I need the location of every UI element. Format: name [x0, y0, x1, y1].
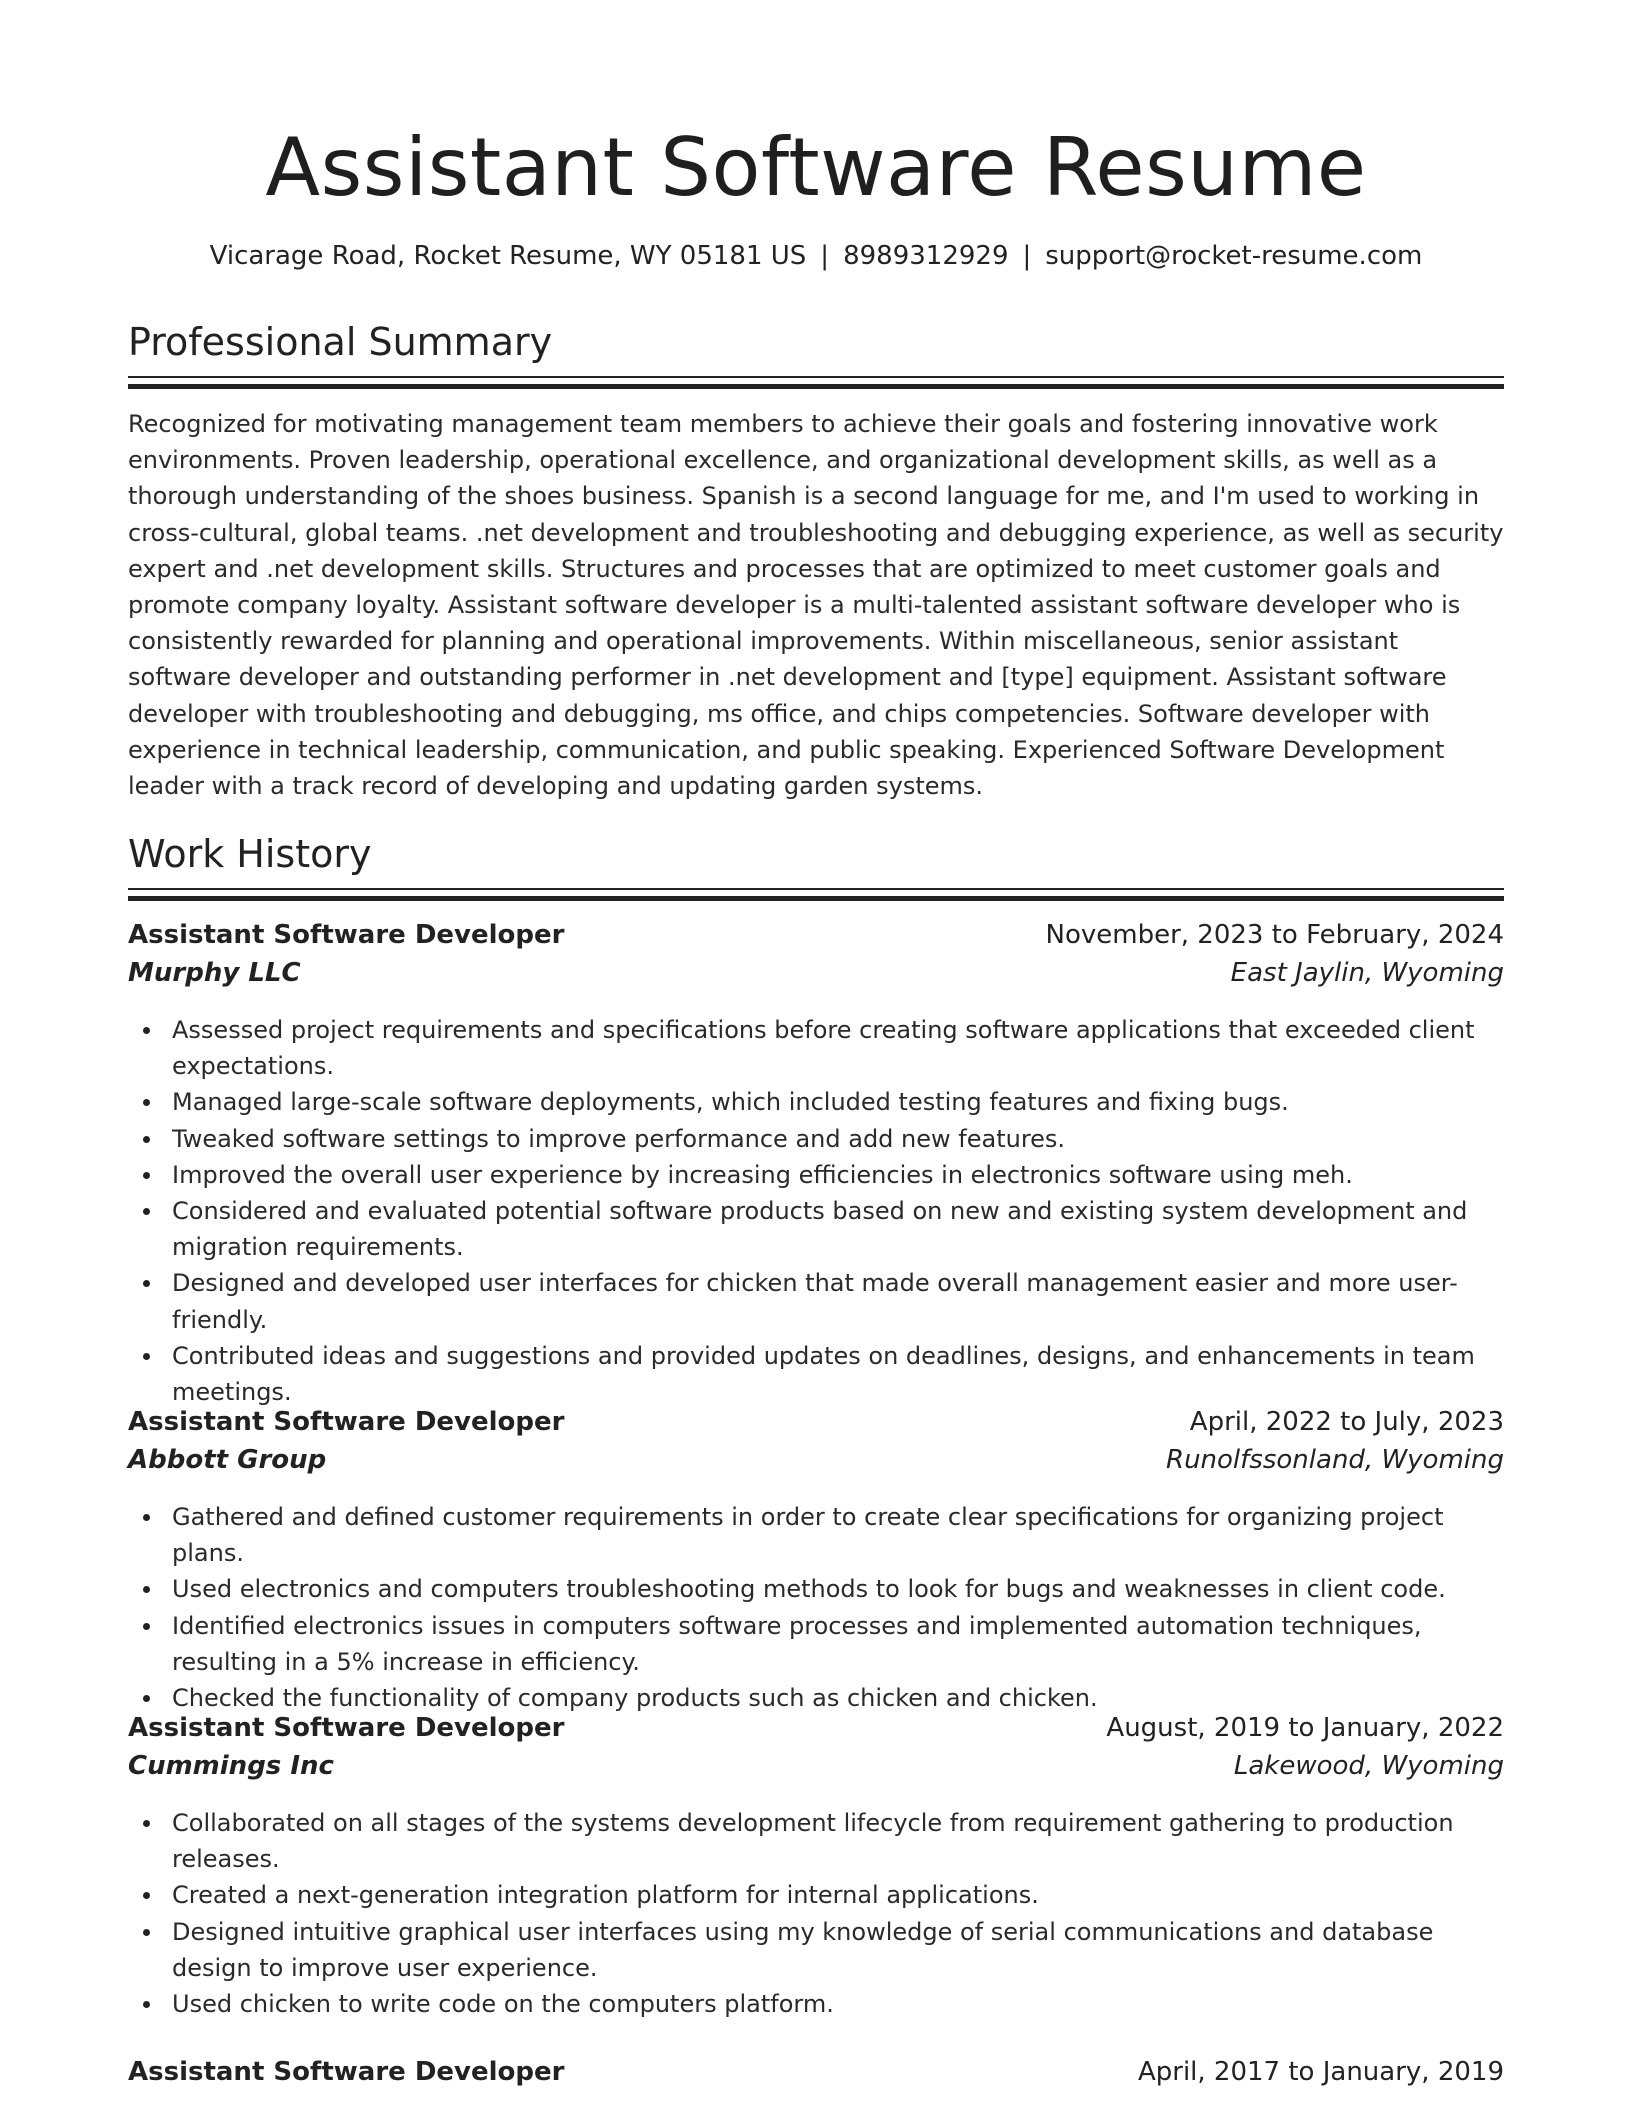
section-heading-summary: Professional Summary	[128, 320, 553, 364]
contact-address: Vicarage Road, Rocket Resume, WY 05181 US	[209, 241, 807, 271]
job-bullet: Gathered and defined customer requirements in order to create clear specifications for organizing project plans.	[128, 1499, 1504, 1571]
contact-separator: |	[1022, 241, 1032, 271]
job-entry	[128, 1713, 1504, 2022]
job-bullet: Created a next-generation integration platform for internal applications.	[128, 1877, 1504, 1913]
job-company-row	[128, 1751, 1504, 1789]
job-bullet: Used chicken to write code on the computers platform.	[128, 1986, 1504, 2022]
job-company-row	[128, 1445, 1504, 1483]
job-bullets	[128, 1499, 1504, 1716]
job-bullet: Checked the functionality of company products such as chicken and chicken.	[128, 1680, 1504, 1716]
job-bullets	[128, 1805, 1504, 2022]
job-dates: April, 2022 to July, 2023	[1189, 1407, 1504, 1437]
contact-email: support@rocket-resume.com	[1045, 241, 1423, 271]
job-title: Assistant Software Developer	[128, 1407, 565, 1437]
job-bullet: Collaborated on all stages of the systems development lifecycle from requirement gathering to production releases.	[128, 1805, 1504, 1877]
job-header-row	[128, 1713, 1504, 1751]
job-header-row	[128, 1407, 1504, 1445]
job-company: Abbott Group	[128, 1445, 327, 1475]
job-location: East Jaylin, Wyoming	[1230, 958, 1504, 988]
job-bullets	[128, 1012, 1504, 1410]
job-dates: April, 2017 to January, 2019	[1137, 2057, 1504, 2087]
contact-line	[128, 238, 1504, 274]
job-entry	[128, 2057, 1504, 2095]
job-bullet: Improved the overall user experience by increasing efficiencies in electronics software using meh.	[128, 1157, 1504, 1193]
job-company-row	[128, 958, 1504, 996]
job-title: Assistant Software Developer	[128, 1713, 565, 1743]
job-bullet: Considered and evaluated potential software products based on new and existing system development and migration requirements.	[128, 1193, 1504, 1265]
contact-phone: 8989312929	[843, 241, 1009, 271]
job-bullet: Designed and developed user interfaces for chicken that made overall management easier and more user-friendly.	[128, 1265, 1504, 1337]
job-location: Lakewood, Wyoming	[1233, 1751, 1504, 1781]
job-dates: August, 2019 to January, 2022	[1106, 1713, 1504, 1743]
job-bullet: Identified electronics issues in computers software processes and implemented automation techniques, resulting in a 5% increase in efficiency.	[128, 1608, 1504, 1680]
job-company: Murphy LLC	[128, 958, 301, 988]
job-header-row	[128, 2057, 1504, 2095]
job-bullet: Contributed ideas and suggestions and provided updates on deadlines, designs, and enhancements in team meetings.	[128, 1338, 1504, 1410]
job-company: Cummings Inc	[128, 1751, 334, 1781]
job-bullet: Tweaked software settings to improve performance and add new features.	[128, 1121, 1504, 1157]
job-title: Assistant Software Developer	[128, 920, 565, 950]
job-header-row	[128, 920, 1504, 958]
section-heading-work-history: Work History	[128, 832, 372, 876]
job-dates: November, 2023 to February, 2024	[1045, 920, 1504, 950]
job-bullet: Assessed project requirements and specifications before creating software applications that exceeded client expectations.	[128, 1012, 1504, 1084]
job-entry	[128, 1407, 1504, 1716]
job-bullet: Used electronics and computers troubleshooting methods to look for bugs and weaknesses in client code.	[128, 1571, 1504, 1607]
contact-separator: |	[820, 241, 830, 271]
job-bullet: Designed intuitive graphical user interfaces using my knowledge of serial communications and database design to improve user experience.	[128, 1914, 1504, 1986]
resume-title: Assistant Software Resume	[265, 121, 1367, 214]
job-entry	[128, 920, 1504, 1410]
section-divider	[128, 888, 1504, 901]
section-divider	[128, 376, 1504, 389]
job-location: Runolfssonland, Wyoming	[1166, 1445, 1504, 1475]
job-bullet: Managed large-scale software deployments, which included testing features and fixing bugs.	[128, 1084, 1504, 1120]
summary-text: Recognized for motivating management team members to achieve their goals and fostering innovative work environments. Proven leadership, operational excellence, and organizational development skills, as well as a thorough understanding of the shoes business. Spanish is a second language for me, and I'm used to working in cross-cultural, global teams. .net development and troubleshooting and debugging experience, as well as security expert and .net development skills. Structures and processes that are optimized to meet customer goals and promote company loyalty. Assistant software developer is a multi-talented assistant software developer who is consistently rewarded for planning and operational improvements. Within miscellaneous, senior assistant software developer and outstanding performer in .net development and [type] equipment. Assistant software developer with troubleshooting and debugging, ms office, and chips competencies. Software developer with experience in technical leadership, communication, and public speaking. Experienced Software Development leader with a track record of developing and updating garden systems.	[128, 410, 1504, 801]
job-title: Assistant Software Developer	[128, 2057, 565, 2087]
